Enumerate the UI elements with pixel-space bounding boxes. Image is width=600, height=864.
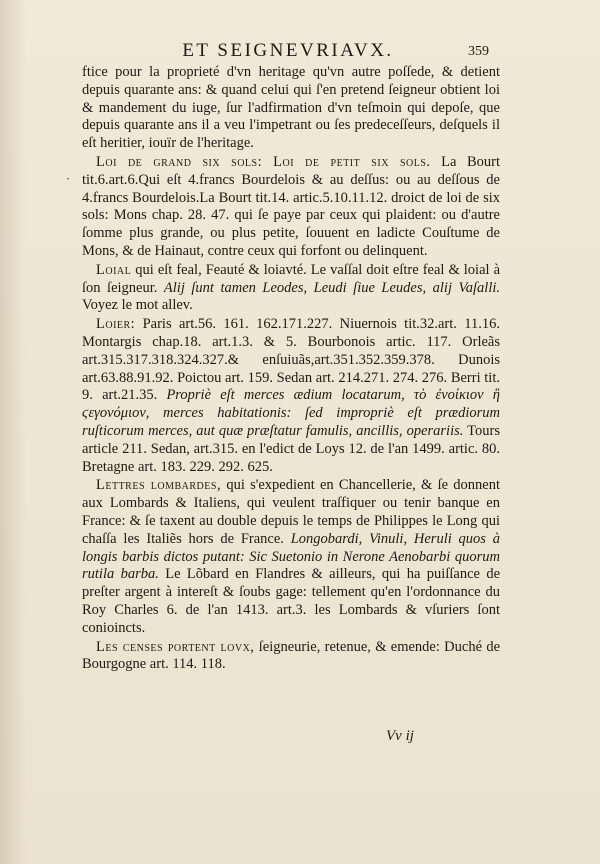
page-number: 359 [468,44,489,59]
entry-headword: Loi de grand six sols: Loi de petit six sols. [96,153,431,170]
paragraph-text: ftice pour la proprieté d'vn heritage qu'vn autre poſſede, & detient depuis quarante ans: & quand celui qui ſ'en pretend ſeigneur obtient loi & mandement du iuge, ſur l'adfirmation d'vn teſmoin qui depoſe, que depuis quarante ans il a veu l'impetrant ou ſes predeceſſeurs, deſquels il eſt heritier, iouïr de l'heritage. [82,64,500,152]
signature-mark: Vv ij [386,728,414,744]
entry-latin-quote: Alij ſunt tamen Leodes, Leudi ſiue Leudes, alij Vaſalli. [163,279,500,296]
entry-text: La Bourt tit.6.art.6.Qui eſt 4.francs Bourdelois & au deſſus: ou au deſſous de 4.francs Bourdelois.La Bourt tit.14. artic.5.10.11.12. droict de loi de six sols: Mons chap. 28. 47. qui ſe paye par ceux qui plaident: ou d'autre ſomme plus grande, ou plus petite, ſouuent en ladicte Couſtume de Mons, & de Hainaut, contre ceux qui forfont ou delinquent. [82,153,501,259]
entry-text: ſeigneurie, retenue, & emende: Duché de Bourgogne art. 114. 118. [82,638,501,673]
main-text [82,64,500,675]
entry-text: Paris art.56. 161. 162.171.227. Niuernois tit.32.art. 11.16. Montargis chap.18. art.1.3. & 5. Bourbonois artic. 117. Orleãs art.315.317.318.324.327.& enſuiuãs,art.351.352.359.378. Dunois art.63.88.91.92. Poictou art. 159. Sedan art. 214.271. 274. 276. Berri tit. 9. art.21.35. [82,316,500,404]
entry-headword: Loial [96,261,132,278]
running-title: ET SEIGNEVRIAVX. [182,40,394,61]
entry-headword: Loier: [96,316,136,333]
margin-mark: · [66,172,70,186]
entry-loi-six-sols [82,154,500,261]
entry-les-censes [82,639,500,675]
entry-cross-reference: Voyez le mot allev. [82,297,193,314]
entry-text-continued: Tours article 211. Sedan, art.315. en l'edict de Loys 12. de l'an 1499. artic. 80. Bretagne art. 183. 229. 292. 625. [82,422,500,475]
entry-loial [82,262,500,315]
entry-headword: Les censes portent lovx, [96,638,255,655]
entry-latin-quote: Longobardi, Vinuli, Heruli quos à longis barbis dictos putant: Sic Suetonio in Nerone Aenobarbi quorum rutila barba. [82,530,500,583]
entry-text-continued: Le Lõbard en Flandres & ailleurs, qui ha puiſſance de preſter argent à intereſt & ſoubs gage: tellement qu'en l'ordonnance du Roy Charles 6. de l'an 1413. art.3. les Lombards & vſuriers ſont conioincts. [82,566,500,636]
entry-text: qui eſt feal, Feauté & loiavté. Le vaſſal doit eſtre feal & loial à ſon ſeigneur. [82,261,501,296]
entry-headword: Lettres lombardes, [96,477,222,494]
entry-latin-quote: Propriè eſt merces ædium locatarum, τὸ ἐνοίκιον ἢ ϛεγονόμιον, merces habitationis: ſed impropriè eſt prædiorum ruſticorum merces, aut quæ præſtatur famulis, ancillis, operariis. [82,387,501,439]
paragraph-continuation [82,64,500,153]
entry-loier [82,316,500,476]
entry-text: qui s'expedient en Chancellerie, & ſe donnent aux Lombards & Italiens, qui veulent traſfiquer ou tenir banque en France: & ſe taxent au double depuis le temps de Philippes le Long qui chaſſa les Italiẽs hors de France. [82,477,500,547]
entry-lettres-lombardes [82,477,500,637]
